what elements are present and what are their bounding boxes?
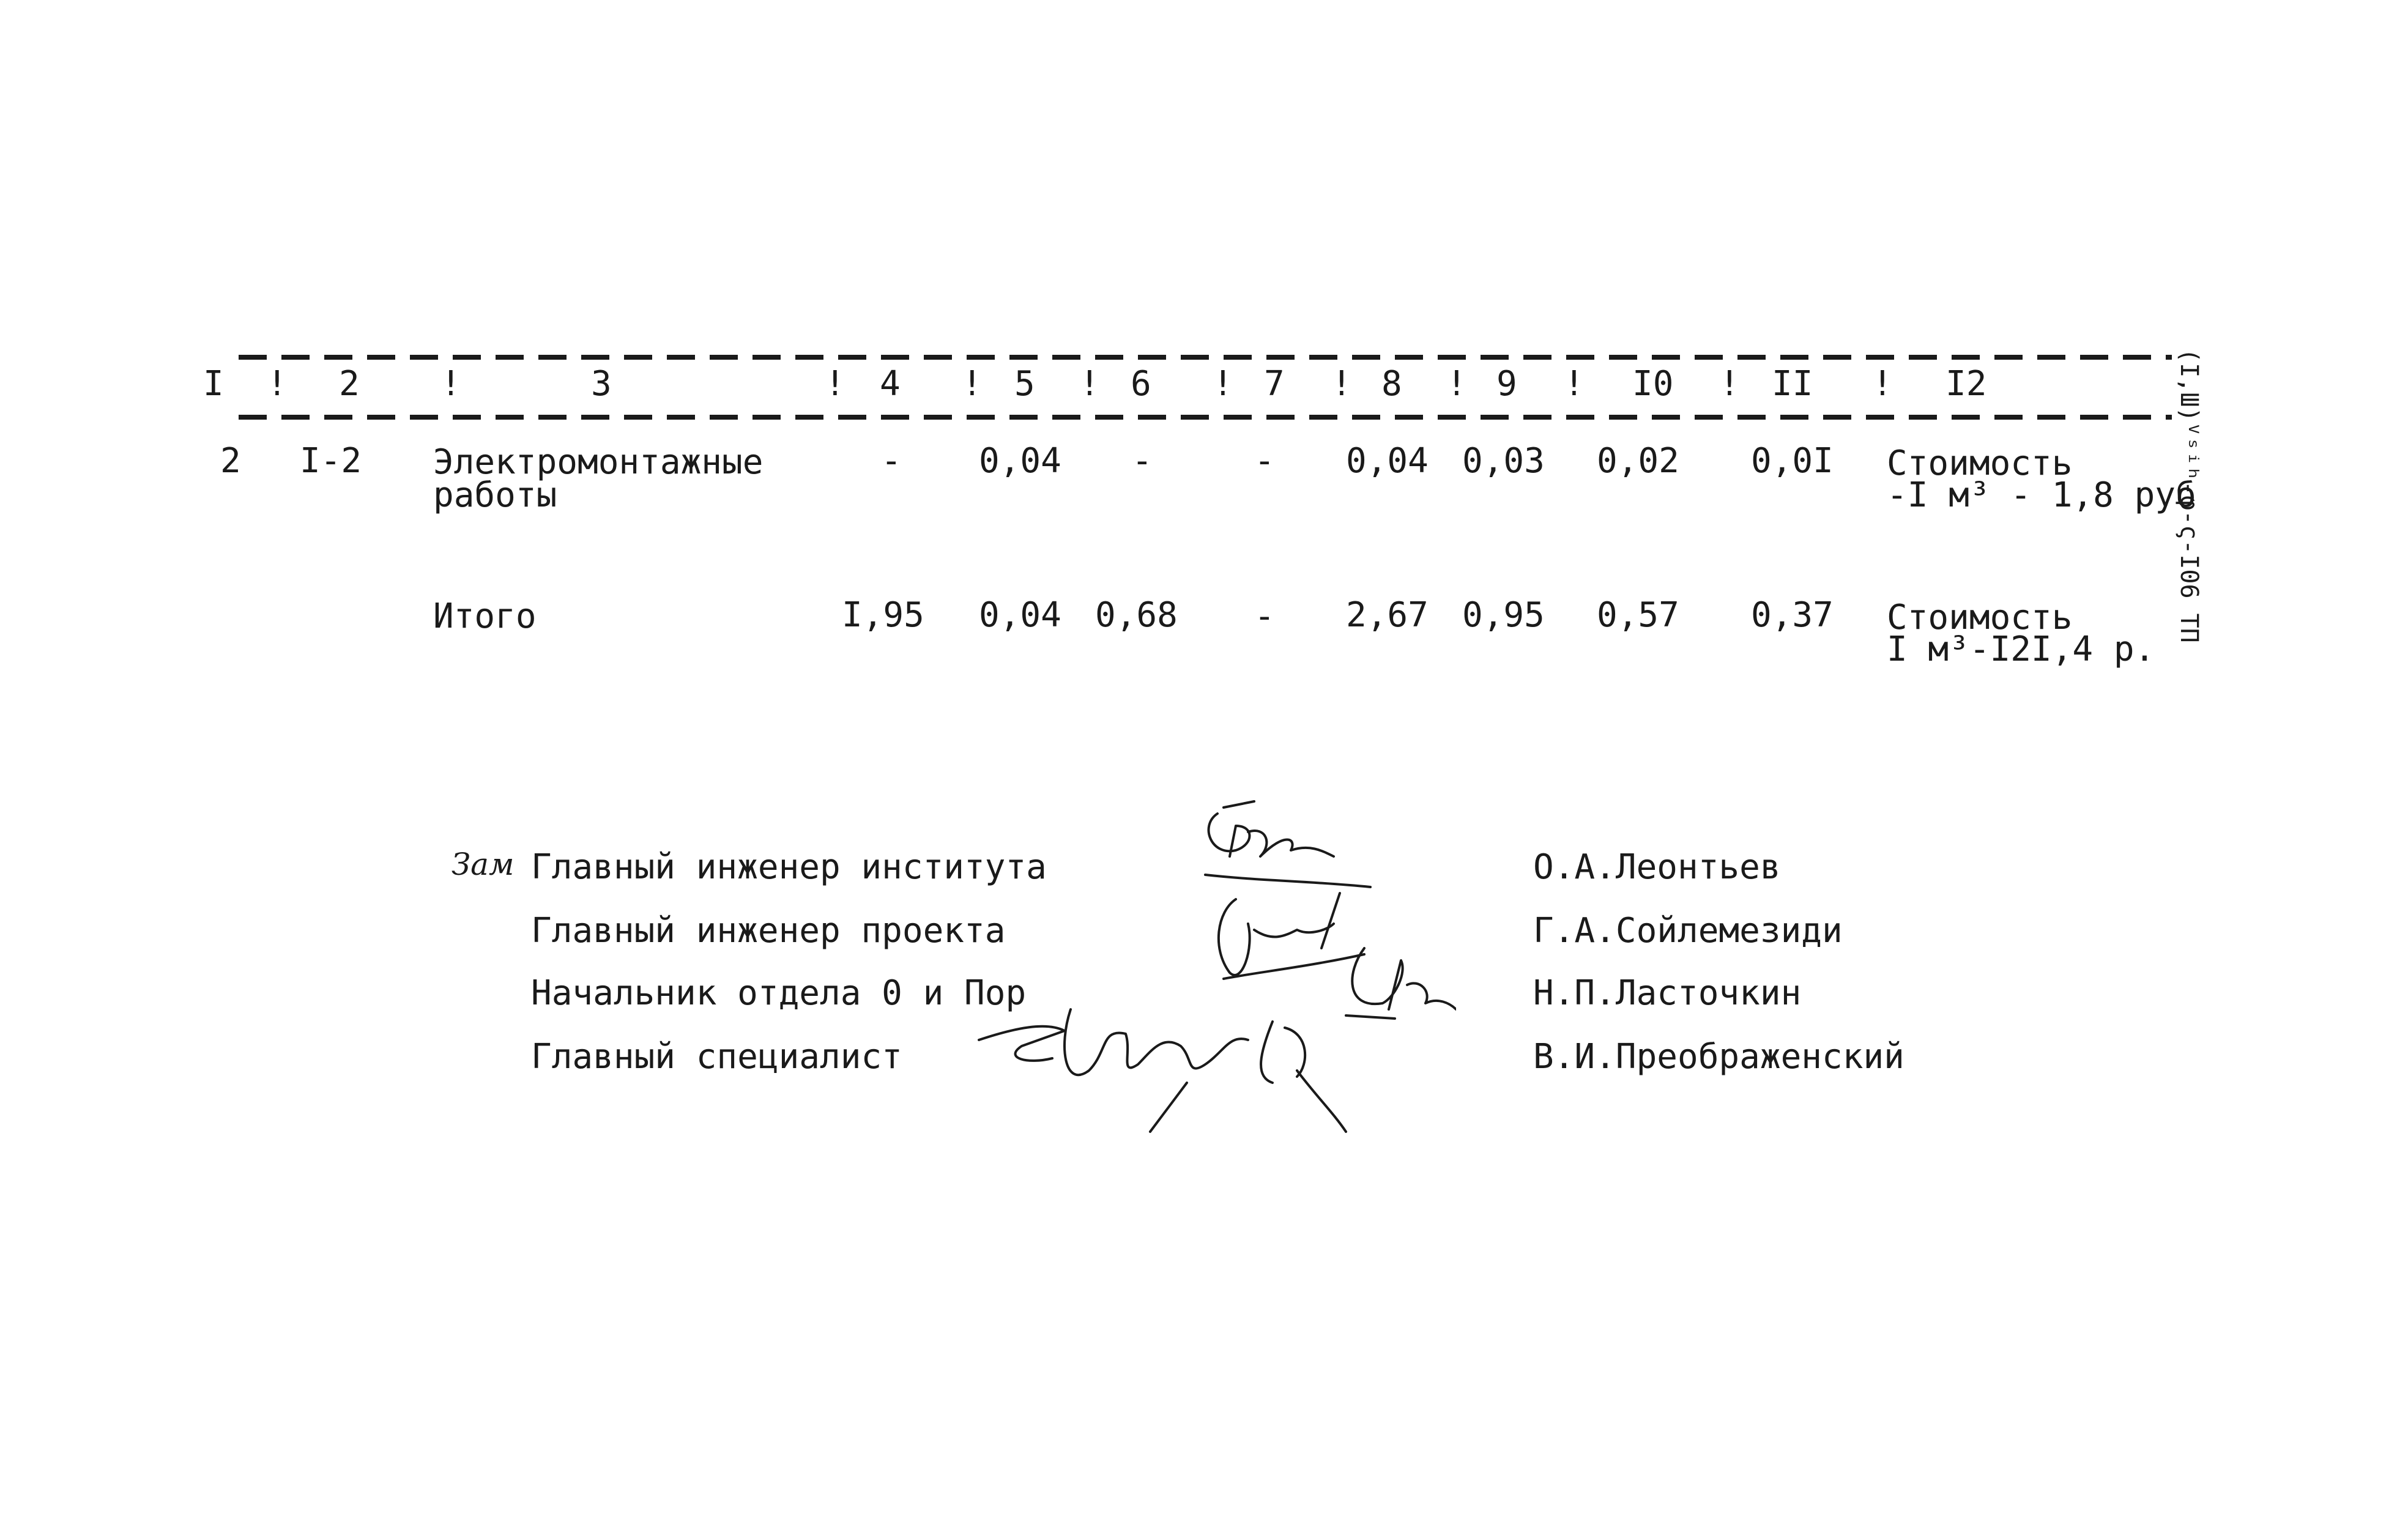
cell-c10: 0,02	[1597, 441, 1679, 481]
cell-c9: 0,95	[1462, 595, 1545, 635]
column-separator: !	[1331, 364, 1352, 404]
header-col-9: 9	[1496, 364, 1517, 404]
cell-c12: Стоимость	[1887, 598, 2073, 637]
column-separator: !	[440, 364, 461, 404]
column-separator: !	[1079, 364, 1100, 404]
cell-c11: 0,37	[1751, 595, 1834, 635]
cell-c6: -	[1132, 441, 1153, 481]
header-col-6: 6	[1131, 364, 1151, 404]
cell-c8: 2,67	[1346, 595, 1429, 635]
signature-title-2: Главный инженер проекта	[531, 911, 1006, 951]
signature-name-4: В.И.Преображенский	[1533, 1037, 1904, 1077]
column-separator: !	[1719, 364, 1740, 404]
column-separator: !	[267, 364, 288, 404]
cell-c12-line2: I м³-I2I,4 р.	[1887, 629, 2155, 669]
signature-name-1: О.А.Леонтьев	[1533, 847, 1781, 887]
signature-name-2: Г.А.Сойлемезиди	[1533, 911, 1843, 951]
column-separator: !	[1446, 364, 1467, 404]
header-col-2: 2	[339, 364, 360, 404]
header-col-12: I2	[1945, 364, 1987, 404]
column-separator: !	[962, 364, 983, 404]
signature-title-1: Главный инженер института	[531, 847, 1047, 887]
signature-scribble-4	[979, 1009, 1346, 1132]
signature-name-3: Н.П.Ласточкин	[1533, 973, 1802, 1013]
cell-c7: -	[1254, 441, 1275, 481]
header-col-1: I	[203, 364, 224, 404]
header-col-10: I0	[1632, 364, 1674, 404]
column-separator: !	[1872, 364, 1893, 404]
column-separator: !	[1213, 364, 1233, 404]
header-col-7: 7	[1264, 364, 1285, 404]
cell-c8: 0,04	[1346, 441, 1429, 481]
signature-prefix: Зам	[452, 847, 515, 882]
cell-c3: Электромонтажные	[433, 442, 764, 482]
cell-c12-line2: -I м³ - 1,8 руб	[1887, 475, 2196, 515]
header-col-11: II	[1772, 364, 1813, 404]
cell-c2: I-2	[300, 441, 362, 481]
side-stamp	[2171, 348, 2207, 643]
column-separator: !	[1564, 364, 1585, 404]
cell-c4: I,95	[842, 595, 924, 635]
header-col-8: 8	[1381, 364, 1402, 404]
header-col-3: 3	[591, 364, 612, 404]
handwritten-signatures	[967, 789, 1456, 1150]
cell-c6: 0,68	[1095, 595, 1178, 635]
cell-c5: 0,04	[979, 595, 1061, 635]
cell-c4: -	[881, 441, 902, 481]
signature-scribble-1	[1205, 801, 1370, 887]
signature-scribble-3	[1346, 948, 1456, 1019]
cell-c3-line2: работы	[433, 475, 557, 515]
cell-c12: Стоимость	[1887, 444, 2073, 483]
column-separator: !	[825, 364, 845, 404]
cell-c9: 0,03	[1462, 441, 1545, 481]
header-col-4: 4	[880, 364, 901, 404]
cell-c1: 2	[220, 441, 241, 481]
header-col-5: 5	[1014, 364, 1035, 404]
signature-title-4: Главный специалист	[531, 1037, 902, 1077]
cell-c11: 0,0I	[1751, 441, 1834, 481]
side-stamp-text: (I,Ш)ⱽˢⁱʰ-φ-ς-I06 ТП	[2175, 348, 2203, 643]
header-top-rule	[239, 355, 2172, 360]
cell-c10: 0,57	[1597, 595, 1679, 635]
cell-c5: 0,04	[979, 441, 1061, 481]
signature-scribble-2	[1219, 893, 1364, 979]
cell-c7: -	[1254, 596, 1275, 636]
header-bottom-rule	[239, 415, 2172, 420]
cell-c3: Итого	[433, 596, 537, 636]
signature-title-3: Начальник отдела 0 и Пор	[531, 973, 1027, 1013]
